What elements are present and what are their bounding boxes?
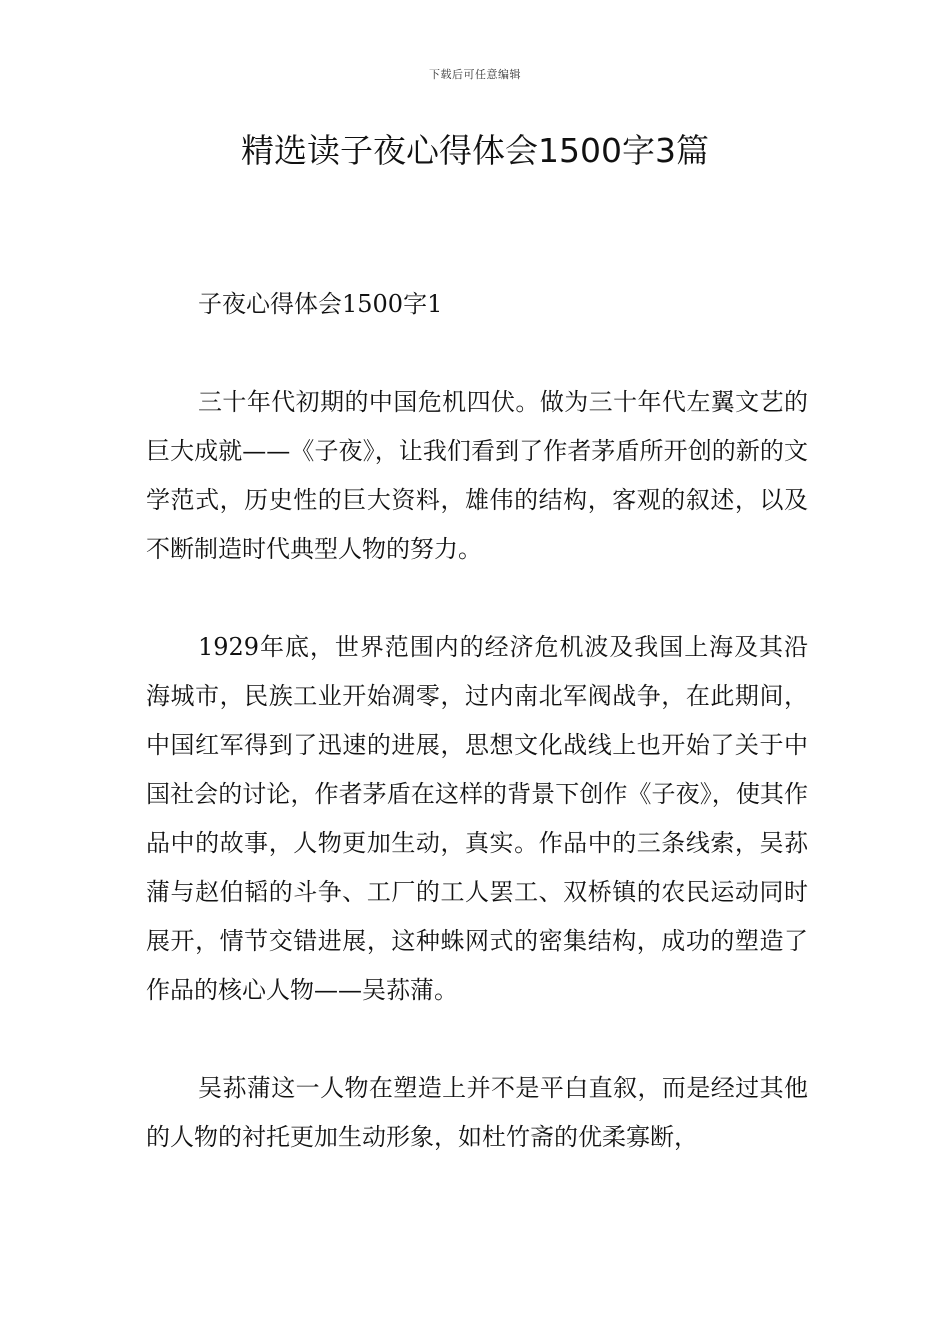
- section-heading: 子夜心得体会1500字1: [198, 290, 443, 318]
- paragraph-2: 1929年底，世界范围内的经济危机波及我国上海及其沿海城市，民族工业开始凋零，过内南北军阀战争，在此期间，中国红军得到了迅速的进展，思想文化战线上也开始了关于中国社会的讨论，作者茅盾在这样的背景下创作《子夜》，使其作品中的故事，人物更加生动，真实。作品中的三条线索，吴荪蒲与赵伯韬的斗争、工厂的工人罢工、双桥镇的农民运动同时展开，情节交错进展，这种蛛网式的密集结构，成功的塑造了作品的核心人物——吴荪蒲。: [146, 633, 808, 1004]
- document-title: 精选读子夜心得体会1500字3篇: [241, 131, 709, 170]
- paragraph-3: 吴荪蒲这一人物在塑造上并不是平白直叙，而是经过其他的人物的衬托更加生动形象，如杜竹斋的优柔寡断，: [146, 1074, 808, 1151]
- paragraph-1: 三十年代初期的中国危机四伏。做为三十年代左翼文艺的巨大成就——《子夜》，让我们看到了作者茅盾所开创的新的文学范式，历史性的巨大资料，雄伟的结构，客观的叙述，以及不断制造时代典型人物的努力。: [146, 388, 808, 563]
- header-note: 下载后可任意编辑: [429, 68, 521, 81]
- document-body: [146, 280, 808, 1162]
